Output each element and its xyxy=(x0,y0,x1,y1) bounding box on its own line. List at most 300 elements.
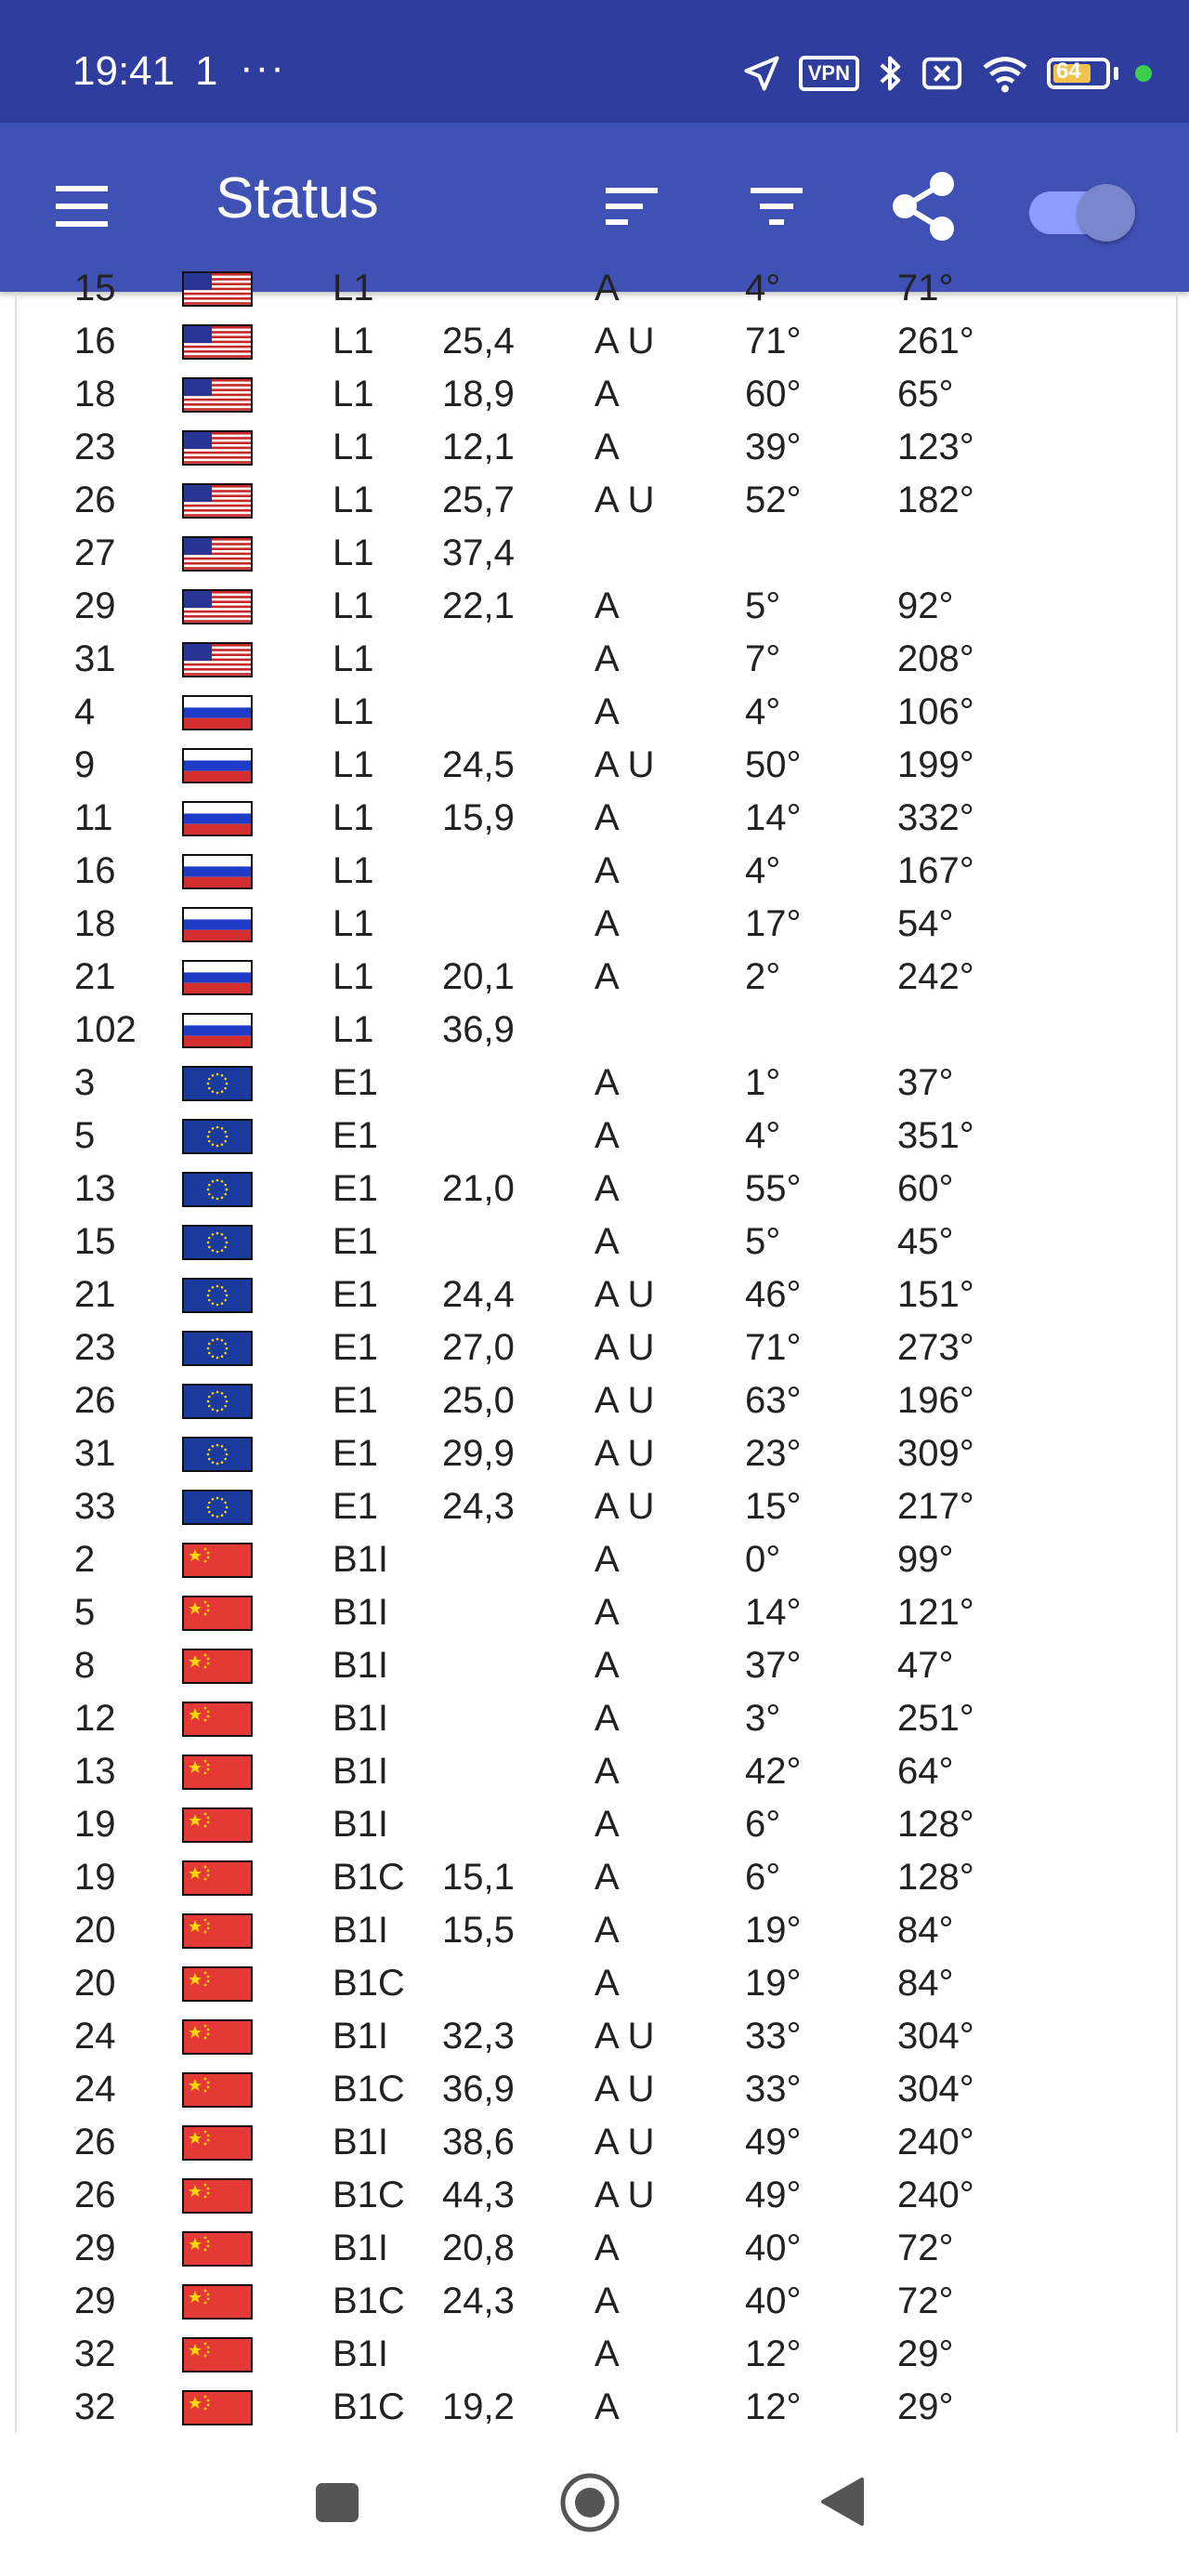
battery-level: 64 xyxy=(1056,59,1081,84)
signal-type: L1 xyxy=(333,797,374,838)
signal-type: B1C xyxy=(333,2069,405,2109)
recent-apps-icon[interactable] xyxy=(314,2481,360,2524)
satellite-id: 13 xyxy=(74,1168,116,1209)
active-dot-icon xyxy=(1135,65,1152,82)
russia-flag-icon xyxy=(182,960,253,995)
china-flag-icon xyxy=(182,1596,253,1631)
satellite-id: 19 xyxy=(74,1857,116,1898)
status-flags: A xyxy=(594,2280,620,2321)
status-flags: A xyxy=(594,427,620,467)
china-flag-icon xyxy=(182,1860,253,1896)
eu-flag-icon xyxy=(182,1225,253,1260)
satellite-id: 8 xyxy=(74,1645,96,1686)
signal-type: B1I xyxy=(333,2228,389,2268)
elevation: 39° xyxy=(745,427,802,467)
satellite-id: 16 xyxy=(74,850,116,891)
elevation: 4° xyxy=(745,691,781,732)
snr-value: 20,1 xyxy=(442,956,515,997)
status-flags: A U xyxy=(594,1433,655,1474)
elevation: 5° xyxy=(745,1221,781,1262)
snr-value: 25,7 xyxy=(442,480,515,520)
azimuth: 208° xyxy=(897,638,974,679)
snr-value: 19,2 xyxy=(442,2386,515,2427)
satellite-row xyxy=(17,845,1176,898)
elevation: 71° xyxy=(745,1327,802,1368)
satellite-id: 20 xyxy=(74,1910,116,1951)
azimuth: 332° xyxy=(897,797,974,838)
status-flags: A xyxy=(594,1751,620,1792)
snr-value: 32,3 xyxy=(442,2016,515,2057)
satellite-row xyxy=(17,1692,1176,1745)
satellite-id: 4 xyxy=(74,691,96,732)
russia-flag-icon xyxy=(182,907,253,942)
elevation: 14° xyxy=(745,797,802,838)
status-flags: A U xyxy=(594,2016,655,2057)
elevation: 40° xyxy=(745,2228,802,2268)
satellite-row xyxy=(17,739,1176,792)
azimuth: 309° xyxy=(897,1433,974,1474)
usa-flag-icon xyxy=(182,377,253,413)
azimuth: 123° xyxy=(897,427,974,467)
elevation: 19° xyxy=(745,1963,802,2004)
eu-flag-icon xyxy=(182,1278,253,1313)
azimuth: 128° xyxy=(897,1804,974,1845)
azimuth: 199° xyxy=(897,744,974,785)
russia-flag-icon xyxy=(182,1013,253,1048)
elevation: 55° xyxy=(745,1168,802,1209)
satellite-id: 31 xyxy=(74,1433,116,1474)
signal-type: B1C xyxy=(333,2386,405,2427)
satellite-row xyxy=(17,1268,1176,1321)
snr-value: 24,3 xyxy=(442,2280,515,2321)
location-arrow-icon xyxy=(741,53,782,94)
status-flags: A xyxy=(594,2333,620,2374)
snr-value: 36,9 xyxy=(442,2069,515,2109)
elevation: 71° xyxy=(745,321,802,361)
eu-flag-icon xyxy=(182,1331,253,1366)
azimuth: 29° xyxy=(897,2386,954,2427)
snr-value: 18,9 xyxy=(442,374,515,414)
status-flags: A U xyxy=(594,321,655,361)
elevation: 52° xyxy=(745,480,802,520)
back-icon[interactable] xyxy=(819,2476,866,2528)
satellite-id: 26 xyxy=(74,480,116,520)
azimuth: 29° xyxy=(897,2333,954,2374)
signal-type: L1 xyxy=(333,956,374,997)
azimuth: 72° xyxy=(897,2228,954,2268)
azimuth: 217° xyxy=(897,1486,974,1527)
usa-flag-icon xyxy=(182,642,253,677)
china-flag-icon xyxy=(182,1966,253,2002)
satellite-id: 18 xyxy=(74,903,116,944)
status-flags: A xyxy=(594,1963,620,2004)
china-flag-icon xyxy=(182,1702,253,1737)
elevation: 0° xyxy=(745,1539,781,1580)
satellite-row xyxy=(17,1798,1176,1851)
status-flags: A U xyxy=(594,2122,655,2162)
azimuth: 304° xyxy=(897,2069,974,2109)
home-icon[interactable] xyxy=(559,2472,621,2533)
elevation: 60° xyxy=(745,374,802,414)
more-notifications-icon: ··· xyxy=(240,45,286,90)
usa-flag-icon xyxy=(182,483,253,519)
snr-value: 15,1 xyxy=(442,1857,515,1898)
elevation: 49° xyxy=(745,2122,802,2162)
elevation: 46° xyxy=(745,1274,802,1315)
satellite-list-container[interactable] xyxy=(15,268,1178,2433)
status-flags: A xyxy=(594,903,620,944)
elevation: 12° xyxy=(745,2386,802,2427)
satellite-row xyxy=(17,2222,1176,2275)
clock: 19:41 xyxy=(72,48,176,94)
azimuth: 45° xyxy=(897,1221,954,1262)
system-status-bar xyxy=(0,0,1189,123)
elevation: 17° xyxy=(745,903,802,944)
satellite-row xyxy=(17,1110,1176,1163)
signal-type: L1 xyxy=(333,532,374,573)
satellite-row xyxy=(17,580,1176,633)
status-flags: A xyxy=(594,2386,620,2427)
elevation: 14° xyxy=(745,1592,802,1633)
satellite-id: 23 xyxy=(74,427,116,467)
snr-value: 36,9 xyxy=(442,1009,515,1050)
satellite-row xyxy=(17,1586,1176,1639)
status-flags: A U xyxy=(594,2069,655,2109)
azimuth: 240° xyxy=(897,2175,974,2215)
azimuth: 37° xyxy=(897,1062,954,1103)
signal-type: B1I xyxy=(333,2122,389,2162)
satellite-row xyxy=(17,2328,1176,2381)
elevation: 15° xyxy=(745,1486,802,1527)
status-flags: A xyxy=(594,1115,620,1156)
eu-flag-icon xyxy=(182,1172,253,1207)
china-flag-icon xyxy=(182,2072,253,2108)
signal-type: L1 xyxy=(333,585,374,626)
signal-type: B1C xyxy=(333,1963,405,2004)
china-flag-icon xyxy=(182,2019,253,2055)
satellite-id: 2 xyxy=(74,1539,96,1580)
china-flag-icon xyxy=(182,1807,253,1843)
china-flag-icon xyxy=(182,1755,253,1790)
signal-type: L1 xyxy=(333,480,374,520)
signal-type: L1 xyxy=(333,374,374,414)
satellite-row xyxy=(17,2116,1176,2169)
elevation: 7° xyxy=(745,638,781,679)
usa-flag-icon xyxy=(182,324,253,360)
eu-flag-icon xyxy=(182,1437,253,1472)
satellite-id: 13 xyxy=(74,1751,116,1792)
snr-value: 22,1 xyxy=(442,585,515,626)
signal-type: L1 xyxy=(333,1009,374,1050)
snr-value: 25,4 xyxy=(442,321,515,361)
snr-value: 27,0 xyxy=(442,1327,515,1368)
toggle-switch[interactable] xyxy=(1029,184,1133,236)
satellite-id: 21 xyxy=(74,956,116,997)
signal-type: E1 xyxy=(333,1221,378,1262)
bluetooth-icon xyxy=(876,53,904,94)
china-flag-icon xyxy=(182,2178,253,2214)
satellite-row xyxy=(17,792,1176,845)
elevation: 2° xyxy=(745,956,781,997)
satellite-row xyxy=(17,421,1176,474)
status-flags: A xyxy=(594,1804,620,1845)
status-flags: A xyxy=(594,850,620,891)
satellite-id: 32 xyxy=(74,2386,116,2427)
satellite-row xyxy=(17,368,1176,421)
signal-type: B1I xyxy=(333,1910,389,1951)
azimuth: 54° xyxy=(897,903,954,944)
status-flags: A U xyxy=(594,744,655,785)
azimuth: 99° xyxy=(897,1539,954,1580)
snr-value: 15,5 xyxy=(442,1910,515,1951)
signal-type: B1I xyxy=(333,1539,389,1580)
signal-type: E1 xyxy=(333,1327,378,1368)
status-flags: A xyxy=(594,1910,620,1951)
azimuth: 351° xyxy=(897,1115,974,1156)
snr-value: 25,0 xyxy=(442,1380,515,1421)
snr-value: 24,5 xyxy=(442,744,515,785)
menu-icon[interactable] xyxy=(48,178,115,234)
satellite-id: 5 xyxy=(74,1115,96,1156)
elevation: 12° xyxy=(745,2333,802,2374)
satellite-id: 26 xyxy=(74,1380,116,1421)
azimuth: 106° xyxy=(897,691,974,732)
azimuth: 92° xyxy=(897,585,954,626)
azimuth: 128° xyxy=(897,1857,974,1898)
satellite-id: 18 xyxy=(74,374,116,414)
status-flags: A xyxy=(594,1698,620,1739)
satellite-id: 26 xyxy=(74,2122,116,2162)
china-flag-icon xyxy=(182,2284,253,2320)
signal-type: B1C xyxy=(333,1857,405,1898)
status-flags: A xyxy=(594,374,620,414)
snr-value: 21,0 xyxy=(442,1168,515,1209)
satellite-row xyxy=(17,1957,1176,2010)
snr-value: 24,3 xyxy=(442,1486,515,1527)
signal-type: B1I xyxy=(333,2333,389,2374)
signal-type: E1 xyxy=(333,1380,378,1421)
elevation: 37° xyxy=(745,1645,802,1686)
elevation: 63° xyxy=(745,1380,802,1421)
share-icon[interactable] xyxy=(886,167,960,245)
vpn-icon: VPN xyxy=(799,56,859,91)
azimuth: 47° xyxy=(897,1645,954,1686)
satellite-row xyxy=(17,1321,1176,1374)
status-flags: A U xyxy=(594,2175,655,2215)
china-flag-icon xyxy=(182,1649,253,1684)
russia-flag-icon xyxy=(182,748,253,783)
page-title: Status xyxy=(216,166,379,230)
signal-type: E1 xyxy=(333,1062,378,1103)
satellite-id: 23 xyxy=(74,1327,116,1368)
elevation: 40° xyxy=(745,2280,802,2321)
status-flags: A xyxy=(594,797,620,838)
satellite-id: 12 xyxy=(74,1698,116,1739)
eu-flag-icon xyxy=(182,1490,253,1525)
status-flags: A xyxy=(594,956,620,997)
elevation: 23° xyxy=(745,1433,802,1474)
signal-type: B1I xyxy=(333,1698,389,1739)
china-flag-icon xyxy=(182,2231,253,2267)
satellite-id: 15 xyxy=(74,1221,116,1262)
signal-type: L1 xyxy=(333,691,374,732)
satellite-row xyxy=(17,2010,1176,2063)
russia-flag-icon xyxy=(182,801,253,836)
signal-type: L1 xyxy=(333,427,374,467)
azimuth: 72° xyxy=(897,2280,954,2321)
satellite-id: 31 xyxy=(74,638,116,679)
status-flags: A xyxy=(594,585,620,626)
russia-flag-icon xyxy=(182,854,253,889)
navigation-bar xyxy=(0,2433,1189,2576)
azimuth: 167° xyxy=(897,850,974,891)
snr-value: 29,9 xyxy=(442,1433,515,1474)
status-flags: A U xyxy=(594,1274,655,1315)
status-flags: A U xyxy=(594,480,655,520)
elevation: 49° xyxy=(745,2175,802,2215)
china-flag-icon xyxy=(182,1913,253,1949)
signal-type: B1C xyxy=(333,2175,405,2215)
china-flag-icon xyxy=(182,2390,253,2425)
status-flags: A xyxy=(594,691,620,732)
status-flags: A xyxy=(594,1062,620,1103)
elevation: 5° xyxy=(745,585,781,626)
china-flag-icon xyxy=(182,1543,253,1578)
satellite-id: 102 xyxy=(74,1009,137,1050)
notification-indicator: 1 xyxy=(195,48,218,94)
azimuth: 251° xyxy=(897,1698,974,1739)
snr-value: 37,4 xyxy=(442,532,515,573)
satellite-id: 3 xyxy=(74,1062,96,1103)
elevation: 3° xyxy=(745,1698,781,1739)
elevation: 4° xyxy=(745,268,781,309)
satellite-id: 16 xyxy=(74,321,116,361)
satellite-row xyxy=(17,527,1176,580)
elevation: 42° xyxy=(745,1751,802,1792)
azimuth: 273° xyxy=(897,1327,974,1368)
china-flag-icon xyxy=(182,2125,253,2161)
satellite-row xyxy=(17,1374,1176,1427)
satellite-id: 20 xyxy=(74,1963,116,2004)
satellite-id: 29 xyxy=(74,2228,116,2268)
azimuth: 84° xyxy=(897,1910,954,1951)
azimuth: 242° xyxy=(897,956,974,997)
usa-flag-icon xyxy=(182,536,253,572)
elevation: 33° xyxy=(745,2069,802,2109)
azimuth: 64° xyxy=(897,1751,954,1792)
satellite-id: 29 xyxy=(74,585,116,626)
status-flags: A U xyxy=(594,1380,655,1421)
signal-type: E1 xyxy=(333,1433,378,1474)
azimuth: 60° xyxy=(897,1168,954,1209)
satellite-row xyxy=(17,633,1176,686)
status-flags: A xyxy=(594,2228,620,2268)
status-icons xyxy=(741,50,1152,97)
satellite-row xyxy=(17,951,1176,1004)
eu-flag-icon xyxy=(182,1384,253,1419)
status-flags: A U xyxy=(594,1486,655,1527)
signal-type: B1I xyxy=(333,1645,389,1686)
satellite-row xyxy=(17,1480,1176,1533)
sort-icon[interactable] xyxy=(596,178,663,234)
usa-flag-icon xyxy=(182,430,253,466)
satellite-row xyxy=(17,315,1176,368)
elevation: 33° xyxy=(745,2016,802,2057)
status-flags: A xyxy=(594,268,620,309)
filter-icon[interactable] xyxy=(743,178,810,234)
satellite-id: 24 xyxy=(74,2016,116,2057)
satellite-id: 11 xyxy=(74,797,113,838)
battery-icon xyxy=(1047,58,1110,89)
signal-type: B1C xyxy=(333,2280,405,2321)
signal-type: L1 xyxy=(333,903,374,944)
satellite-row xyxy=(17,2275,1176,2328)
signal-type: L1 xyxy=(333,638,374,679)
wifi-icon xyxy=(980,53,1030,94)
signal-type: E1 xyxy=(333,1274,378,1315)
azimuth: 65° xyxy=(897,374,954,414)
status-flags: A xyxy=(594,1857,620,1898)
elevation: 1° xyxy=(745,1062,781,1103)
status-flags: A xyxy=(594,1592,620,1633)
satellite-id: 15 xyxy=(74,268,116,309)
satellite-row xyxy=(17,1216,1176,1268)
elevation: 50° xyxy=(745,744,802,785)
snr-value: 12,1 xyxy=(442,427,515,467)
signal-type: L1 xyxy=(333,268,374,309)
elevation: 6° xyxy=(745,1857,781,1898)
satellite-id: 26 xyxy=(74,2175,116,2215)
satellite-id: 5 xyxy=(74,1592,96,1633)
satellite-row xyxy=(17,1427,1176,1480)
satellite-row xyxy=(17,2169,1176,2222)
satellite-id: 27 xyxy=(74,532,116,573)
satellite-row xyxy=(17,2381,1176,2434)
satellite-row xyxy=(17,1851,1176,1904)
eu-flag-icon xyxy=(182,1066,253,1101)
battery-cap xyxy=(1114,67,1118,80)
satellite-row xyxy=(17,1533,1176,1586)
snr-value: 38,6 xyxy=(442,2122,515,2162)
russia-flag-icon xyxy=(182,695,253,730)
signal-type: E1 xyxy=(333,1168,378,1209)
elevation: 6° xyxy=(745,1804,781,1845)
satellite-id: 33 xyxy=(74,1486,116,1527)
signal-type: E1 xyxy=(333,1115,378,1156)
satellite-row xyxy=(17,1057,1176,1110)
azimuth: 151° xyxy=(897,1274,974,1315)
status-flags: A xyxy=(594,1221,620,1262)
satellite-row xyxy=(17,2063,1176,2116)
satellite-row xyxy=(17,474,1176,527)
satellite-row xyxy=(17,686,1176,739)
satellite-id: 21 xyxy=(74,1274,116,1315)
signal-type: B1I xyxy=(333,1804,389,1845)
signal-type: L1 xyxy=(333,850,374,891)
satellite-row xyxy=(17,1745,1176,1798)
satellite-id: 9 xyxy=(74,744,96,785)
elevation: 4° xyxy=(745,850,781,891)
satellite-id: 32 xyxy=(74,2333,116,2374)
status-flags: A xyxy=(594,1645,620,1686)
satellite-row xyxy=(17,1639,1176,1692)
signal-type: L1 xyxy=(333,321,374,361)
status-flags: A xyxy=(594,1168,620,1209)
satellite-row xyxy=(17,1904,1176,1957)
satellite-row xyxy=(17,1004,1176,1057)
azimuth: 196° xyxy=(897,1380,974,1421)
toggle-knob xyxy=(1078,184,1135,242)
